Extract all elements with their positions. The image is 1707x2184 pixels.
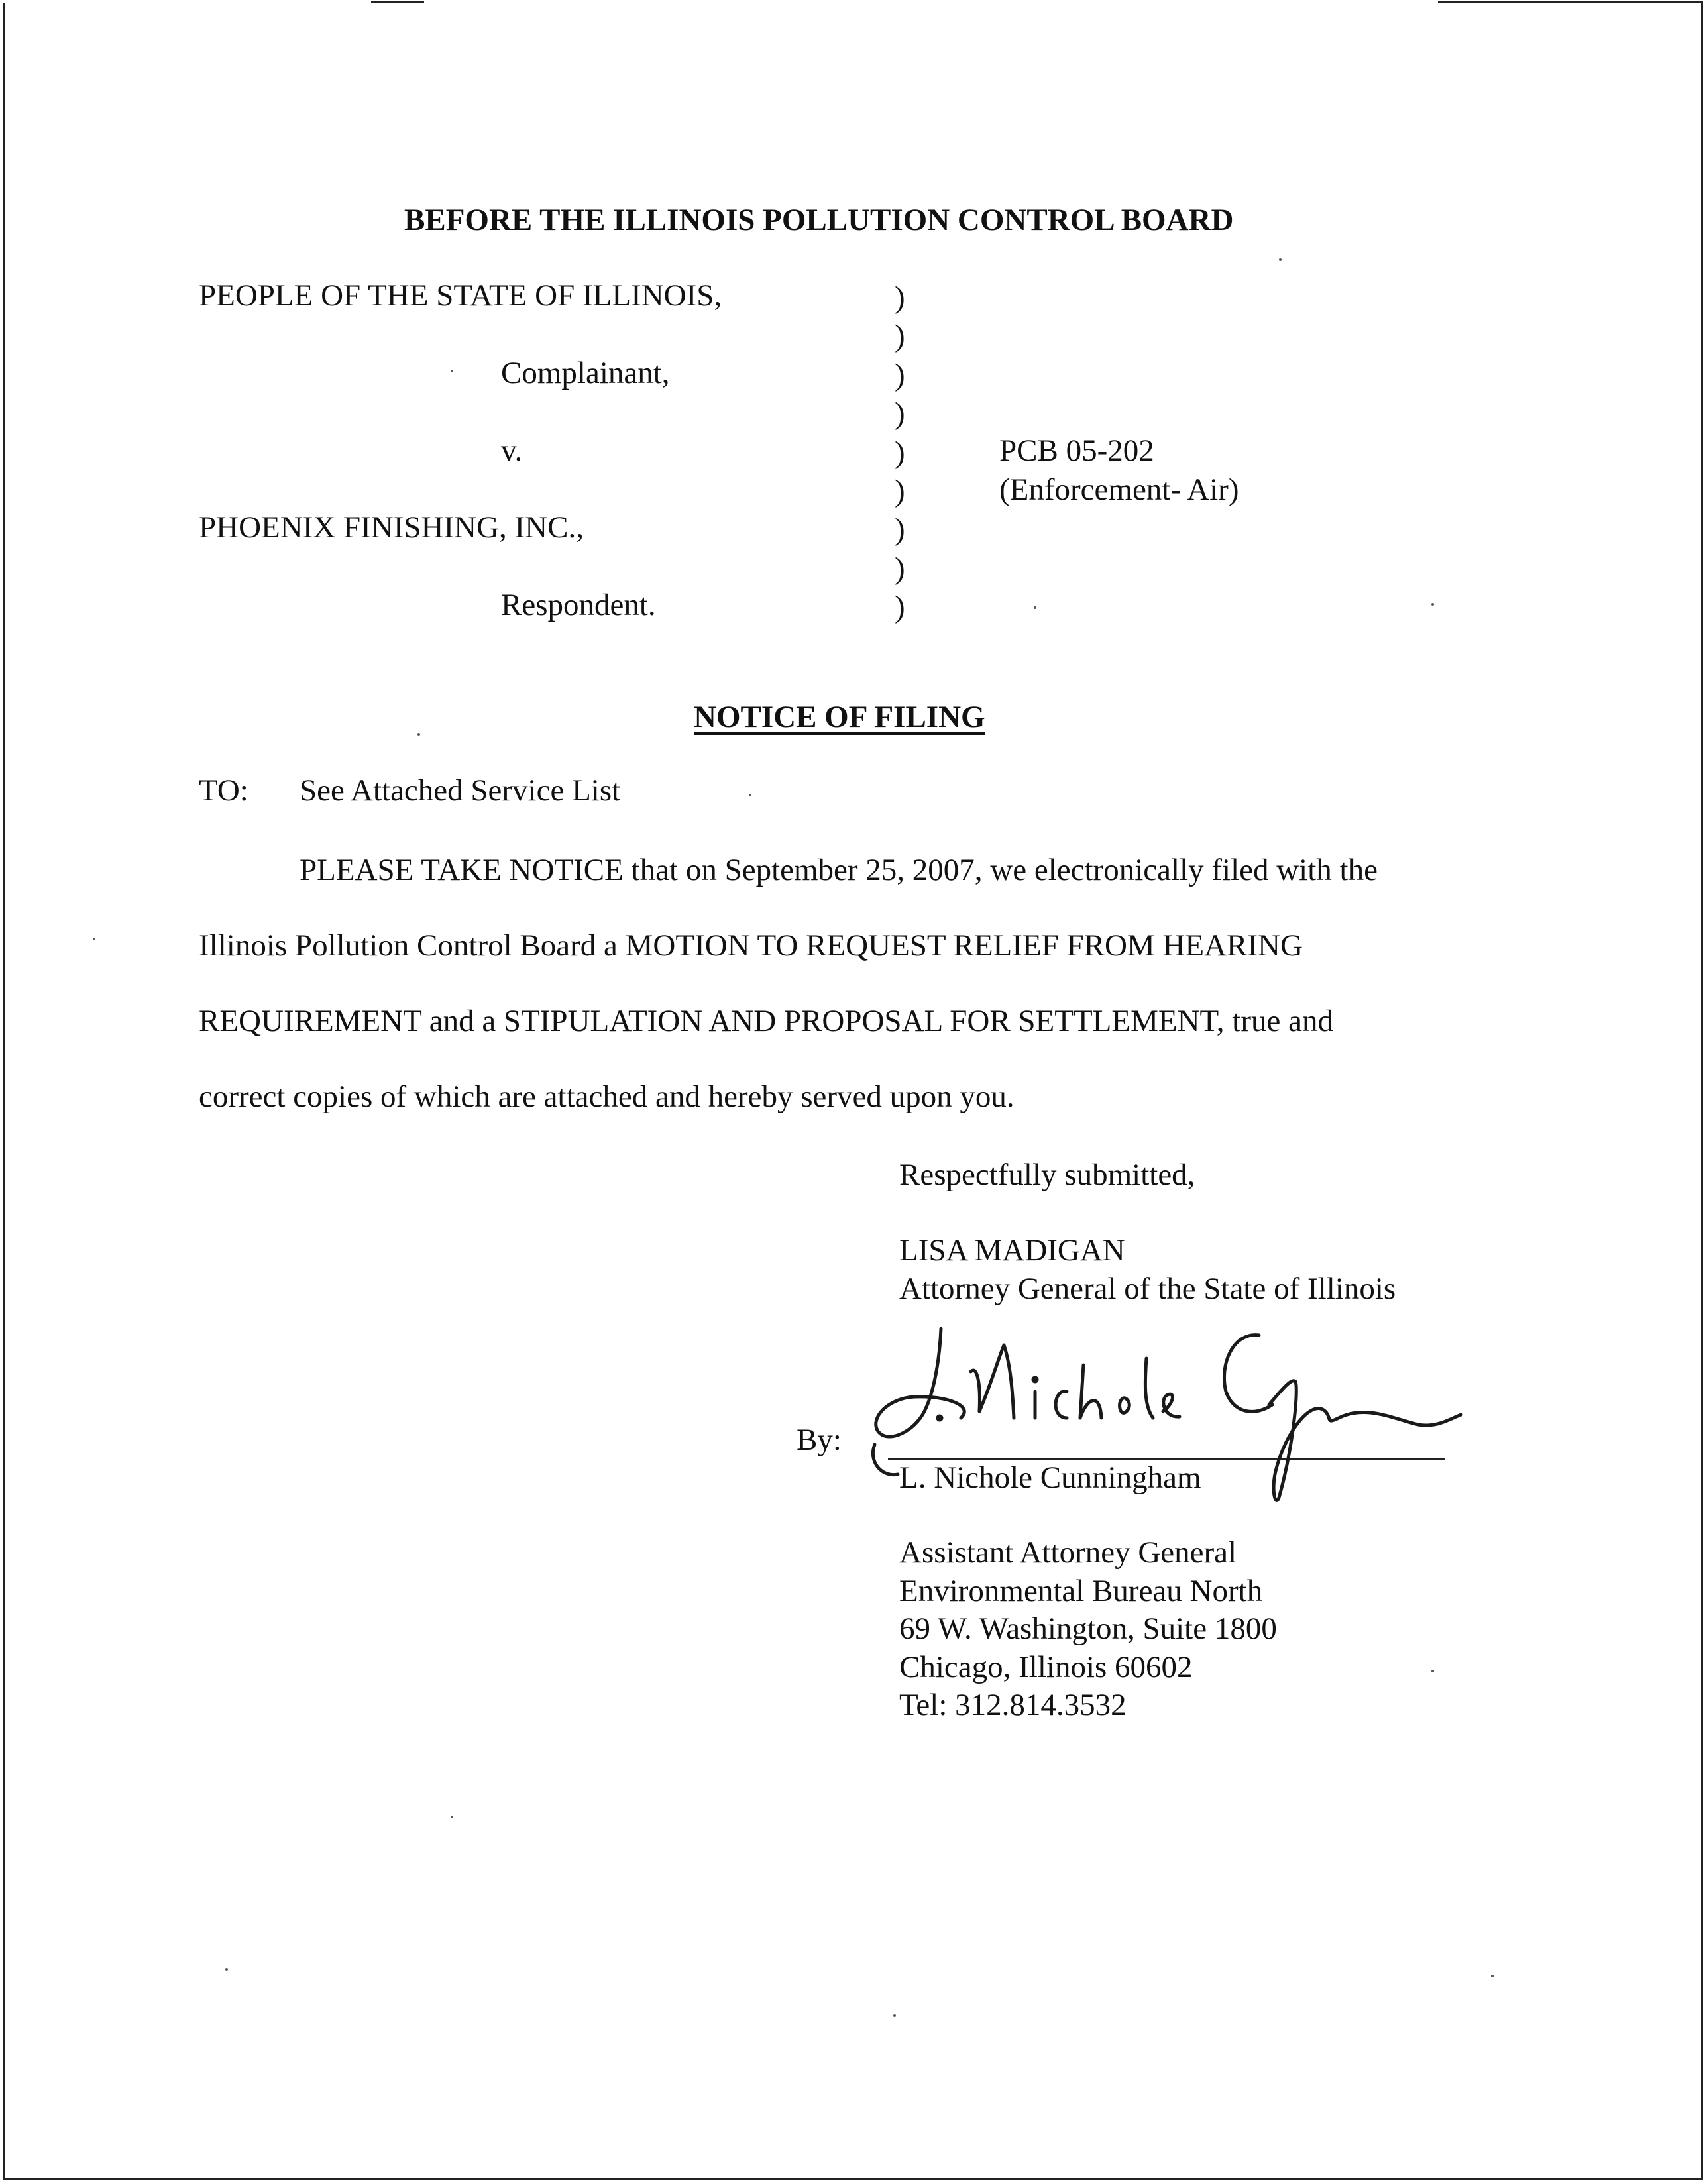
body-line: PLEASE TAKE NOTICE that on September 25, 2007, we electronically filed with the: [300, 853, 1378, 887]
ag-title: Attorney General of the State of Illinois: [899, 1272, 1396, 1306]
body-line: REQUIREMENT and a STIPULATION AND PROPOSAL FOR SETTLEMENT, true and: [199, 1004, 1333, 1038]
caption-paren: ): [895, 512, 905, 547]
respondent-role: Respondent.: [501, 588, 656, 622]
respondent-name: PHOENIX FINISHING, INC.,: [199, 510, 584, 545]
signer-name: L. Nichole Cunningham: [899, 1460, 1201, 1495]
scan-speck: [451, 1816, 453, 1818]
caption-paren: ): [895, 551, 905, 586]
versus: v.: [501, 433, 523, 468]
complainant-name: PEOPLE OF THE STATE OF ILLINOIS,: [199, 278, 722, 313]
caption-paren: ): [895, 280, 905, 315]
scan-edge-mark: [1438, 1, 1703, 3]
to-value: See Attached Service List: [300, 773, 621, 808]
scan-edge-mark: [371, 1, 424, 3]
caption-paren: ): [895, 319, 905, 353]
by-label: By:: [797, 1423, 842, 1457]
to-label: TO:: [199, 773, 248, 808]
closing: Respectfully submitted,: [899, 1158, 1195, 1192]
complainant-role: Complainant,: [501, 356, 670, 390]
caption-paren: ): [895, 396, 905, 431]
board-heading: BEFORE THE ILLINOIS POLLUTION CONTROL BOARD: [404, 203, 1234, 237]
scan-speck: [893, 2014, 896, 2017]
body-line: Illinois Pollution Control Board a MOTION TO REQUEST RELIEF FROM HEARING: [199, 928, 1303, 963]
caption-paren: ): [895, 435, 905, 470]
address-line1: 69 W. Washington, Suite 1800: [899, 1611, 1277, 1646]
scan-speck: [225, 1968, 228, 1971]
body-line: correct copies of which are attached and hereby served upon you.: [199, 1079, 1015, 1114]
case-type: (Enforcement- Air): [999, 472, 1239, 507]
scan-speck: [1279, 258, 1282, 261]
bureau: Environmental Bureau North: [899, 1574, 1263, 1608]
signer-title: Assistant Attorney General: [899, 1535, 1237, 1570]
ag-name: LISA MADIGAN: [899, 1233, 1125, 1268]
scan-speck: [451, 370, 453, 372]
phone: Tel: 312.814.3532: [899, 1688, 1127, 1722]
scan-speck: [749, 794, 751, 796]
scan-speck: [417, 733, 420, 736]
scan-speck: [1491, 1975, 1494, 1977]
case-number: PCB 05-202: [999, 433, 1154, 468]
notice-title: NOTICE OF FILING: [694, 700, 985, 734]
caption-paren: ): [895, 358, 905, 392]
address-line2: Chicago, Illinois 60602: [899, 1650, 1193, 1684]
caption-paren: ): [895, 590, 905, 624]
scan-speck: [93, 938, 95, 940]
caption-paren: ): [895, 474, 905, 508]
scan-speck: [1431, 1670, 1434, 1672]
scan-speck: [1431, 603, 1434, 606]
scan-speck: [1034, 606, 1036, 609]
